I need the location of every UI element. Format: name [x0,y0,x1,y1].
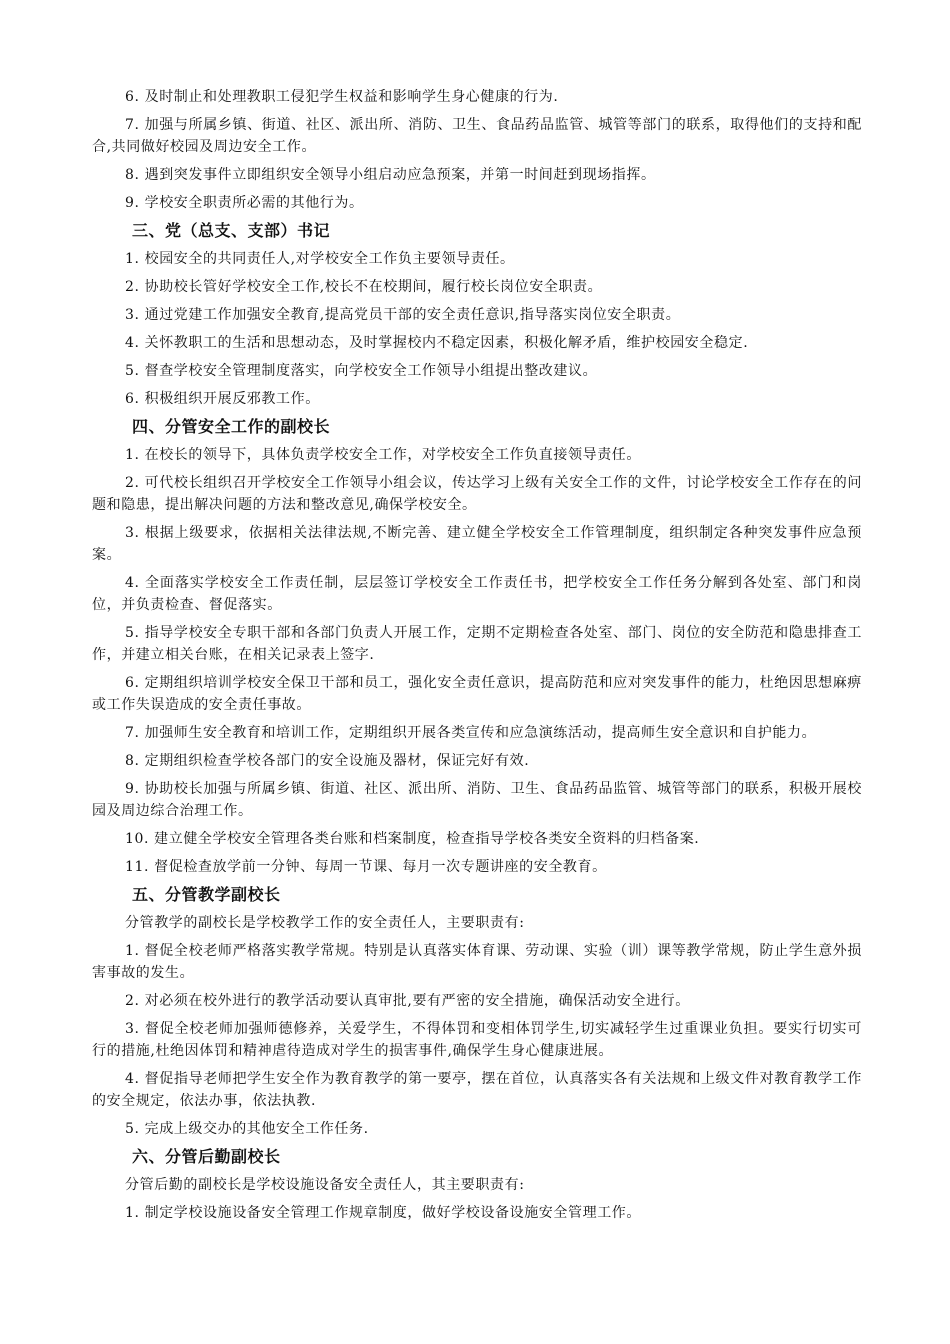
paragraph: 8. 定期组织检查学校各部门的安全设施及器材，保证完好有效. [125,753,530,769]
paragraph: 6. 定期组织培训学校安全保卫干部和员工，强化安全责任意识，提高防范和应对突发事件的能力，杜绝因思想麻痹或工作失误造成的安全责任事故。 [92,675,862,713]
paragraph: 2. 协助校长管好学校安全工作,校长不在校期间，履行校长岗位安全职责。 [125,279,603,295]
section-heading: 五、分管教学副校长 [132,885,281,904]
paragraph: 2. 可代校长组织召开学校安全工作领导小组会议，传达学习上级有关安全工作的文件，讨论学校安全工作存在的问题和隐患，提出解决问题的方法和整改意见,确保学校安全。 [92,475,862,513]
paragraph: 6. 积极组织开展反邪教工作。 [125,391,320,407]
paragraph: 1. 制定学校设施设备安全管理工作规章制度，做好学校设备设施安全管理工作。 [125,1205,642,1221]
paragraph: 7. 加强与所属乡镇、街道、社区、派出所、消防、卫生、食品药品监管、城管等部门的联系，取得他们的支持和配合,共同做好校园及周边安全工作。 [92,117,862,155]
paragraph: 3. 根据上级要求，依据相关法律法规,不断完善、建立健全学校安全工作管理制度，组织制定各种突发事件应急预案。 [92,525,862,563]
paragraph: 11. 督促检查放学前一分钟、每周一节课、每月一次专题讲座的安全教育。 [125,859,607,875]
section-heading: 六、分管后勤副校长 [132,1147,281,1166]
paragraph: 10. 建立健全学校安全管理各类台账和档案制度，检查指导学校各类安全资料的归档备案. [125,831,700,847]
section-heading: 三、党（总支、支部）书记 [132,221,331,240]
paragraph: 9. 协助校长加强与所属乡镇、街道、社区、派出所、消防、卫生、食品药品监管、城管等部门的联系，积极开展校园及周边综合治理工作。 [92,781,862,819]
paragraph: 分管教学的副校长是学校教学工作的安全责任人，主要职责有: [125,915,525,931]
paragraph: 1. 在校长的领导下，具体负责学校安全工作，对学校安全工作负直接领导责任。 [125,447,642,463]
section-heading: 四、分管安全工作的副校长 [132,417,331,436]
paragraph: 3. 通过党建工作加强安全教育,提高党员干部的安全责任意识,指导落实岗位安全职责。 [125,307,681,323]
paragraph: 4. 全面落实学校安全工作责任制，层层签订学校安全工作责任书，把学校安全工作任务分解到各处室、部门和岗位，并负责检查、督促落实。 [92,575,862,613]
paragraph: 5. 指导学校安全专职干部和各部门负责人开展工作，定期不定期检查各处室、部门、岗位的安全防范和隐患排查工作，并建立相关台账，在相关记录表上签字. [92,625,862,663]
document-body [92,86,862,1230]
paragraph: 3. 督促全校老师加强师德修养，关爱学生，不得体罚和变相体罚学生,切实减轻学生过重课业负担。要实行切实可行的措施,杜绝因体罚和精神虐待造成对学生的损害事件,确保学生身心健康进展。 [92,1021,862,1059]
paragraph: 4. 督促指导老师把学生安全作为教育教学的第一要亭，摆在首位，认真落实各有关法规和上级文件对教育教学工作的安全规定，依法办事，依法执教. [92,1071,862,1109]
paragraph: 2. 对必须在校外进行的教学活动要认真审批,要有严密的安全措施，确保活动安全进行。 [125,993,690,1009]
paragraph: 8. 遇到突发事件立即组织安全领导小组启动应急预案，并第一时间赶到现场指挥。 [125,167,656,183]
paragraph: 1. 督促全校老师严格落实教学常规。特别是认真落实体育课、劳动课、实验（训）课等教学常规，防止学生意外损害事故的发生。 [92,943,862,981]
paragraph: 5. 完成上级交办的其他安全工作任务. [125,1121,369,1137]
paragraph: 分管后勤的副校长是学校设施设备安全责任人，其主要职责有: [125,1177,525,1193]
paragraph: 7. 加强师生安全教育和培训工作，定期组织开展各类宣传和应急演练活动，提高师生安全意识和自护能力。 [125,725,817,741]
paragraph: 5. 督查学校安全管理制度落实，向学校安全工作领导小组提出整改建议。 [125,363,598,379]
paragraph: 1. 校园安全的共同责任人,对学校安全工作负主要领导责任。 [125,251,515,267]
paragraph: 4. 关怀教职工的生活和思想动态，及时掌握校内不稳定因素，积极化解矛盾，维护校园安全稳定. [125,335,749,351]
paragraph: 6. 及时制止和处理教职工侵犯学生权益和影响学生身心健康的行为. [125,89,559,105]
paragraph: 9. 学校安全职责所必需的其他行为。 [125,195,364,211]
